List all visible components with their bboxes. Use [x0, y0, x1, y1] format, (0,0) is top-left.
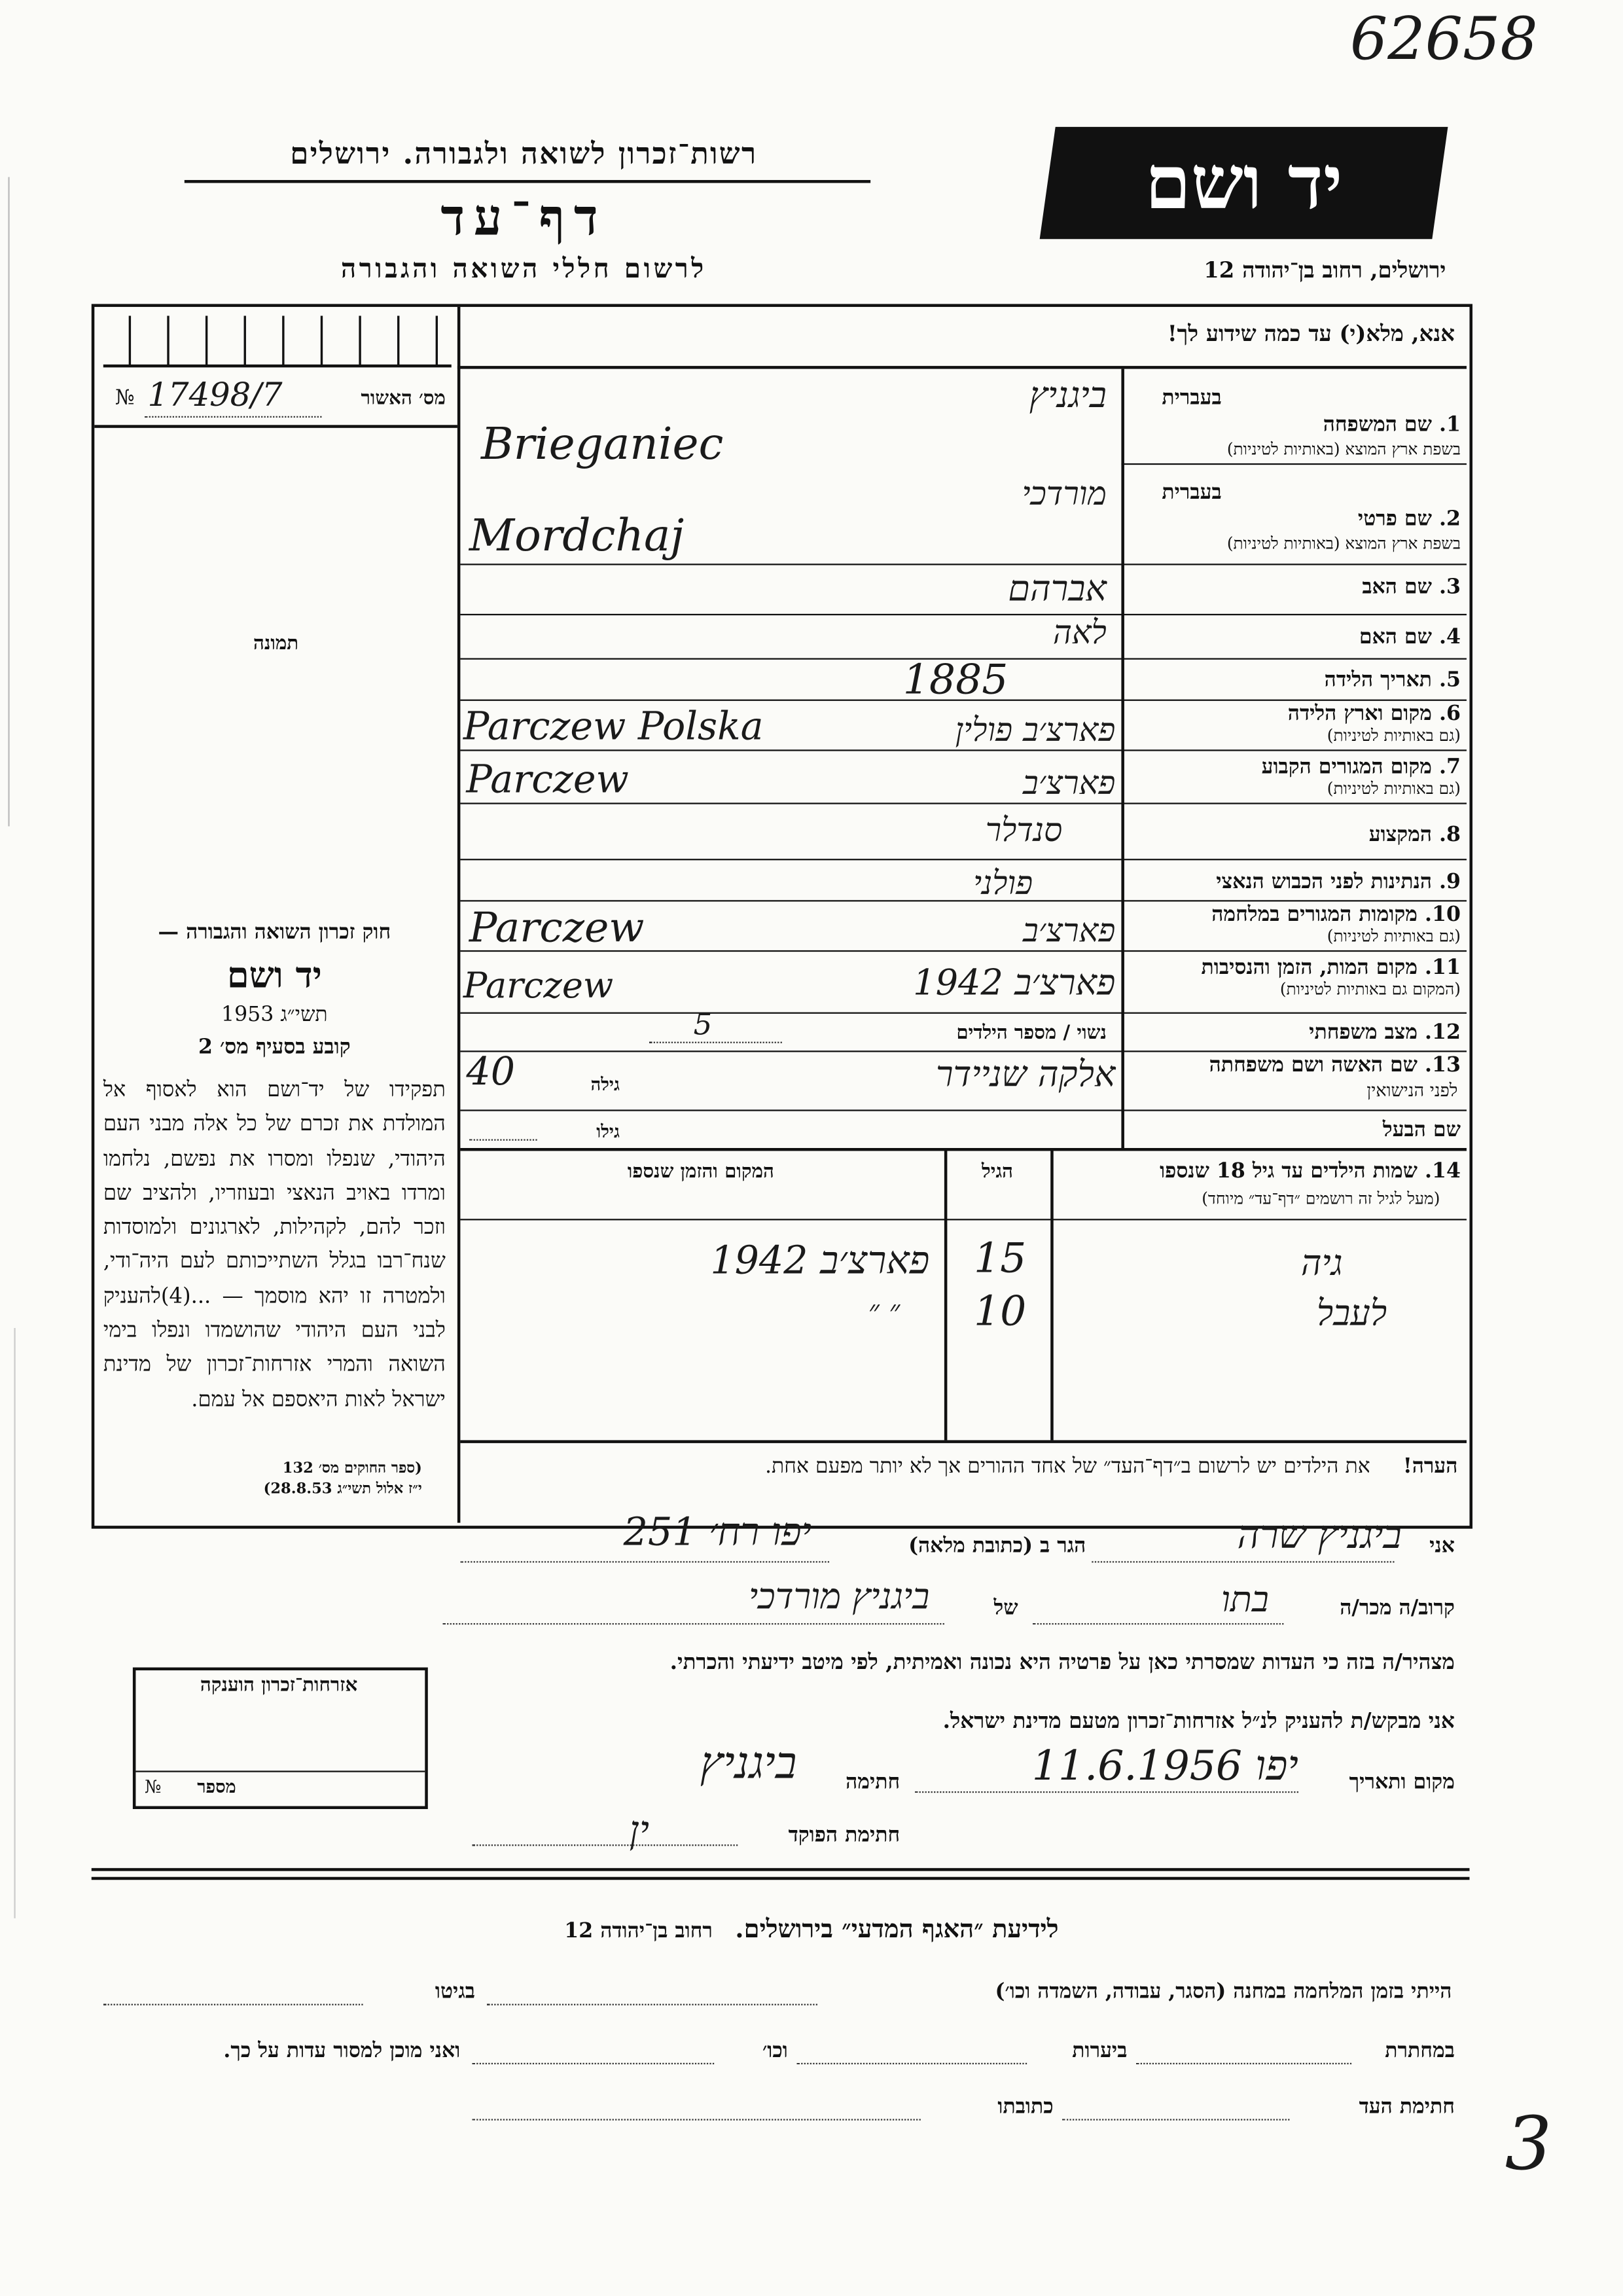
request-text: אני מבקש/ת להעניק לנ״ל אזרחות־זכרון מטעם מדינת ישראל. — [942, 1708, 1455, 1734]
field-7-value: פארצ׳ב — [1022, 766, 1116, 803]
field-10-sub: (גם באותיות לטיניות) — [1327, 926, 1461, 946]
citizenship-title: אזרחות־זכרון הוענקה — [200, 1674, 358, 1697]
field-12-value: נשוי / מספר הילדים — [956, 1022, 1107, 1045]
footer-notice-line — [413, 1915, 1209, 1945]
scan-edge-marks — [0, 0, 45, 2296]
note — [472, 1455, 1457, 1480]
footer-line3-a: חתימת העד — [1359, 2095, 1455, 2119]
footer-line2-d: ואני מוכן למסור עדות על כך. — [223, 2039, 461, 2063]
note-text: את הילדים יש לרשום ב״דף־העד״ של אחד ההורים אך לא יותר מפעם אחת. — [764, 1454, 1370, 1479]
place-date-label: מקום ותאריך — [1349, 1770, 1455, 1795]
field-9-label: 9. הנתינות לפני הכבוש הנאצי — [1216, 870, 1461, 895]
field-11-value: פארצ׳ב 1942 — [913, 961, 1116, 1004]
field-6-sub: (גם באותיות לטיניות) — [1327, 726, 1461, 745]
child-2-name: לעבל — [1316, 1292, 1387, 1335]
law-section: קובע בסעיף מס׳ 2 — [198, 1035, 351, 1060]
field-10-latin-value: Parczew — [469, 903, 645, 952]
footer-address: רחוב בן־יהודה 12 — [564, 1920, 713, 1944]
photo-label: תמונה — [253, 633, 299, 655]
field-1-label: 1. שם המשפחה — [1323, 413, 1461, 437]
law-ref-2: י״ז אלול תשי״ג 28.8.53) — [263, 1481, 422, 1498]
field-2-hebrew-value: מורדכי — [1022, 476, 1107, 514]
child-1-place: פארצ׳ב 1942 — [710, 1239, 930, 1284]
signature-label: חתימה — [846, 1770, 901, 1795]
husband-label: שם הבעל — [1382, 1118, 1461, 1142]
in-hebrew-1: בעברית — [1162, 386, 1222, 410]
law-title: חוק זכרון השואה והגבורה — — [158, 920, 391, 944]
field-3-label: 3. שם האב — [1362, 575, 1461, 600]
field-8-label: 8. המקצוע — [1368, 823, 1461, 848]
field-13-value: אלקה שניידר — [935, 1053, 1116, 1095]
of-label: של — [993, 1596, 1018, 1621]
field-5-value: 1885 — [902, 655, 1008, 704]
law-text: תפקידו של יד־ושם הוא לאסוף אל המולדת את זכרם של כל אלה מבני העם היהודי, שנפלו ומסרו את נפשם, נלחמו ומרדו באויב הנאצי ובעוזריו, ולהציב שם וזכר להם, לקהילות, לארגונים ולמוסדות שנח־רבו בגלל השתייכותם לעם היה־ודי, ולמטרה זו יהא מוסמך — ...(4)להעניק לבני העם היהודי שהושמדו ונפלו בימי השואה והמרי אזרחות־זכרון של מדינת ישראל לאות היאספם אל עמם. — [103, 1079, 446, 1412]
citizenship-prefix: № — [144, 1776, 162, 1797]
declarant-lives-value: יפו רח׳ 251 — [623, 1511, 812, 1556]
child-1-name: גיה — [1300, 1242, 1343, 1284]
child-2-age: 10 — [973, 1286, 1027, 1336]
footer-line2-c: וכו׳ — [762, 2039, 788, 2063]
field-1-latin-value: Brieganiec — [480, 419, 724, 471]
approval-row — [103, 378, 452, 422]
field-6-value: פארצ׳ב פולין — [955, 712, 1116, 750]
field-2-sub: בשפת ארץ המוצא (באותיות לטיניות) — [1226, 534, 1461, 554]
archive-number: 62658 — [1349, 6, 1538, 74]
relative-label: קרוב/ה מכר/ה — [1340, 1596, 1455, 1621]
declarant-i-label: אני — [1429, 1534, 1455, 1558]
child-2-place: ״ ״ — [868, 1292, 901, 1329]
field-13-label: 13. שם האשה ושם משפחתה — [1209, 1053, 1461, 1077]
footer-notice: לידיעת ״האגף המדעי״ בירושלים. — [735, 1915, 1059, 1945]
field-6-label: 6. מקום וארץ הלידה — [1287, 702, 1461, 726]
field-6-latin-value: Parczew Polska — [463, 705, 764, 750]
husband-age-label: גילו — [596, 1121, 620, 1142]
field-8-value: סנדלר — [985, 813, 1063, 850]
instruction: אנא, מלא(י) עד כמה שידוע לך! — [1167, 320, 1455, 347]
field-1-sub: בשפת ארץ המוצא (באותיות לטיניות) — [1226, 439, 1461, 459]
of-value: ביגניץ מורדכי — [748, 1575, 930, 1617]
field-13-sub: לפני הנישואין — [1366, 1080, 1458, 1101]
field-9-value: פולני — [973, 866, 1033, 903]
footer-line1-end: בגיטו — [435, 1980, 475, 2004]
field-4-label: 4. שם האם — [1359, 625, 1461, 649]
field-10-label: 10. מקומות המגורים במלחמה — [1211, 903, 1461, 927]
footer-line2-a: במחתרת — [1385, 2039, 1455, 2063]
page-number: 3 — [1505, 2101, 1552, 2187]
law-year: תשי״ג 1953 — [221, 1003, 328, 1028]
officer-label: חתימת הפוקד — [788, 1823, 901, 1848]
col-age: הגיל — [982, 1161, 1013, 1184]
declarant-i-value: ביגניץ שרה — [1237, 1514, 1402, 1558]
children-sub: (מעל לגיל זה רושמים ״דף־עד״ מיוחד) — [1202, 1189, 1440, 1209]
wife-age-value: 40 — [466, 1050, 516, 1095]
citizenship-number-label: מספר — [197, 1776, 236, 1797]
yad-vashem-logo: יד ושם — [1040, 127, 1448, 239]
authority-title: רשות־זכרון לשואה ולגבורה. ירושלים — [290, 135, 758, 171]
approval-value: 17498/7 — [147, 378, 283, 415]
header-address: ירושלים, רחוב בן־יהודה 12 — [1204, 257, 1446, 283]
law-name: יד ושם — [226, 953, 322, 996]
note-label: הערה! — [1402, 1454, 1458, 1479]
field-2-label: 2. שם פרטי — [1357, 507, 1461, 531]
field-3-value: אברהם — [1008, 567, 1107, 610]
field-10-value: פארצ׳ב — [1022, 913, 1116, 950]
approval-label: מס׳ האשור — [361, 387, 446, 410]
field-1-hebrew-value: ביגניץ — [1029, 374, 1107, 416]
form-subtitle: לרשום חללי השואה והגבורה — [340, 253, 707, 285]
form-title: דף־עד — [440, 188, 607, 248]
field-2-latin-value: Mordchaj — [469, 511, 685, 562]
field-11-label: 11. מקום המות, הזמן והנסיבות — [1201, 956, 1461, 980]
footer-line1: הייתי בזמן המלחמה במחנה (הסגר, עבודה, השמדה וכו׳) — [995, 1980, 1452, 2004]
wife-age-label: גילה — [590, 1074, 620, 1095]
officer-value: ין — [629, 1809, 649, 1854]
field-7-label: 7. מקום המגורים הקבוע — [1261, 755, 1461, 780]
law-ref: (ספר החוקים מס׳ 132 — [282, 1460, 422, 1477]
relative-value: בתו — [1221, 1579, 1269, 1621]
footer-line2-b: ביערות — [1072, 2039, 1128, 2063]
in-hebrew-2: בעברית — [1162, 480, 1222, 505]
field-7-latin-value: Parczew — [466, 758, 629, 803]
approval-ticks — [98, 310, 452, 372]
field-4-value: לאה — [1052, 615, 1107, 653]
footer-line3-b: כתובתו — [997, 2095, 1054, 2119]
field-11-latin-value: Parczew — [463, 965, 614, 1007]
children-header: 14. שמות הילדים עד גיל 18 שנספו — [1160, 1160, 1461, 1184]
approval-prefix: № — [115, 386, 135, 410]
signature-value: ביגניץ — [700, 1738, 797, 1790]
declaration-text: מצהיר/ה בזה כי העדות שמסרתי כאן על פרטיה היא נכונה ואמיתית, לפי מיטב ידיעתי והכרתי. — [669, 1649, 1455, 1675]
col-place: המקום והזמן שנספו — [627, 1161, 774, 1184]
field-11-sub: (המקום גם באותיות לטיניות) — [1279, 979, 1461, 999]
place-date-value: יפו 11.6.1956 — [1031, 1741, 1298, 1790]
children-count: 5 — [693, 1006, 713, 1042]
declarant-lives-label: הגר ב (כתובת מלאה) — [908, 1534, 1086, 1558]
field-12-label: 12. מצב משפחתי — [1309, 1021, 1461, 1045]
field-7-sub: (גם באותיות לטיניות) — [1327, 779, 1461, 798]
field-5-label: 5. תאריך הלידה — [1324, 668, 1461, 692]
child-1-age: 15 — [973, 1233, 1027, 1283]
